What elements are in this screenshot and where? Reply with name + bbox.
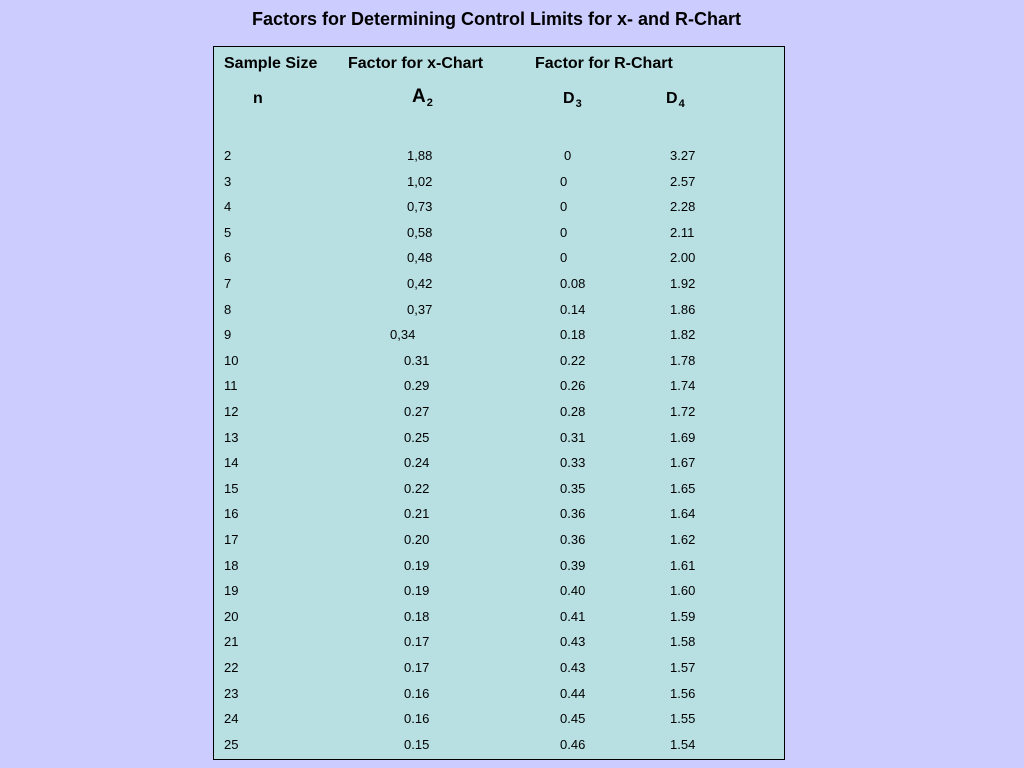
cell-d4: 1.82 — [670, 327, 696, 343]
table-row — [214, 250, 784, 266]
cell-d3: 0 — [560, 199, 568, 215]
header-a2-sub: 2 — [426, 97, 433, 109]
cell-sample-size: 2 — [224, 148, 232, 163]
cell-d3: 0.18 — [560, 327, 586, 343]
cell-d3: 0.35 — [560, 480, 586, 496]
cell-d4: 1.72 — [670, 404, 696, 419]
cell-a2: 0.16 — [404, 711, 430, 727]
cell-d3: 0.08 — [560, 276, 586, 291]
header-factor-r-chart: Factor for R-Chart — [535, 55, 673, 72]
cell-a2: 0.24 — [404, 455, 430, 471]
cell-sample-size: 21 — [224, 634, 239, 650]
cell-sample-size: 25 — [224, 736, 239, 752]
table-row — [214, 532, 784, 548]
header-a2 — [412, 88, 433, 108]
cell-d4: 1.59 — [670, 608, 696, 624]
header-d3-main: D — [563, 90, 575, 107]
cell-d4: 1.64 — [670, 506, 696, 522]
table-row — [214, 225, 784, 241]
table-row — [214, 506, 784, 522]
cell-d4: 1.55 — [670, 711, 696, 727]
header-d4-sub: 4 — [678, 98, 685, 110]
cell-a2: 0.15 — [404, 736, 430, 752]
cell-a2: 0.17 — [404, 660, 430, 675]
cell-sample-size: 11 — [224, 378, 238, 394]
cell-d3: 0 — [560, 224, 568, 240]
cell-d3: 0 — [560, 250, 568, 266]
cell-a2: 0,48 — [407, 250, 433, 266]
cell-d4: 1.65 — [670, 480, 696, 496]
cell-sample-size: 24 — [224, 711, 239, 727]
cell-d3: 0.31 — [560, 429, 586, 445]
cell-d4: 1.61 — [670, 557, 696, 573]
cell-d3: 0.36 — [560, 506, 586, 522]
cell-d4: 2.57 — [670, 173, 696, 189]
header-d4-main: D — [666, 90, 678, 107]
cell-sample-size: 9 — [224, 327, 232, 343]
header-d3 — [563, 90, 582, 109]
cell-d3: 0.33 — [560, 455, 586, 471]
cell-a2: 1,02 — [407, 173, 433, 189]
cell-sample-size: 22 — [224, 660, 239, 675]
cell-d3: 0.36 — [560, 532, 586, 547]
table-row — [214, 660, 784, 676]
cell-sample-size: 7 — [224, 276, 232, 291]
header-d4 — [666, 90, 685, 109]
factors-table — [213, 46, 785, 760]
cell-sample-size: 5 — [224, 224, 232, 240]
cell-d3: 0.41 — [560, 608, 586, 624]
table-row — [214, 558, 784, 574]
cell-sample-size: 6 — [224, 250, 232, 266]
table-row — [214, 174, 784, 190]
cell-d4: 1.92 — [670, 276, 696, 291]
table-row — [214, 481, 784, 497]
cell-a2: 0.25 — [404, 429, 430, 445]
slide-title: Factors for Determining Control Limits for x- and R-Chart — [251, 9, 742, 29]
cell-d3: 0 — [564, 148, 572, 163]
cell-d3: 0.39 — [560, 557, 586, 573]
header-factor-x-chart: Factor for x-Chart — [348, 55, 484, 72]
cell-sample-size: 10 — [224, 352, 239, 368]
cell-d3: 0.43 — [560, 634, 586, 650]
cell-d3: 0 — [560, 173, 568, 189]
cell-d4: 1.78 — [670, 352, 696, 368]
table-row — [214, 276, 784, 292]
table-row — [214, 302, 784, 318]
table-row — [214, 430, 784, 446]
cell-a2: 0.21 — [404, 506, 430, 522]
cell-a2: 0.27 — [404, 404, 430, 419]
cell-sample-size: 8 — [224, 301, 232, 317]
cell-sample-size: 16 — [224, 506, 239, 522]
cell-d3: 0.43 — [560, 660, 586, 675]
cell-sample-size: 3 — [224, 173, 232, 189]
table-row — [214, 378, 784, 394]
cell-a2: 0,73 — [407, 199, 433, 215]
cell-a2: 0.16 — [404, 685, 430, 701]
cell-sample-size: 19 — [224, 583, 239, 599]
table-row — [214, 634, 784, 650]
cell-sample-size: 17 — [224, 532, 239, 547]
cell-d4: 1.69 — [670, 429, 696, 445]
cell-d4: 1.58 — [670, 634, 696, 650]
table-row — [214, 353, 784, 369]
header-d3-sub: 3 — [575, 98, 582, 110]
header-a2-main: A — [412, 86, 426, 107]
cell-a2: 0.19 — [404, 557, 430, 573]
table-row — [214, 583, 784, 599]
cell-d4: 1.60 — [670, 583, 696, 599]
cell-a2: 0.17 — [404, 634, 430, 650]
table-row — [214, 327, 784, 343]
cell-a2: 0.31 — [404, 352, 430, 368]
table-row — [214, 404, 784, 420]
cell-d4: 1.54 — [670, 736, 696, 752]
table-row — [214, 148, 784, 164]
cell-sample-size: 12 — [224, 404, 239, 419]
cell-d4: 1.56 — [670, 685, 696, 701]
cell-d3: 0.28 — [560, 404, 586, 419]
cell-a2: 0,34 — [390, 327, 416, 343]
cell-d4: 1.86 — [670, 301, 696, 317]
cell-d3: 0.14 — [560, 301, 586, 317]
cell-d3: 0.45 — [560, 711, 586, 727]
header-sample-size: Sample Size — [224, 55, 318, 72]
cell-sample-size: 23 — [224, 685, 239, 701]
cell-d4: 2.00 — [670, 250, 696, 266]
cell-d3: 0.26 — [560, 378, 586, 394]
cell-d4: 2.28 — [670, 199, 696, 215]
table-row — [214, 455, 784, 471]
cell-a2: 0,42 — [407, 276, 433, 291]
cell-sample-size: 20 — [224, 608, 239, 624]
table-row — [214, 711, 784, 727]
cell-d3: 0.44 — [560, 685, 586, 701]
cell-a2: 0,58 — [407, 224, 433, 240]
cell-d4: 1.67 — [670, 455, 696, 471]
cell-a2: 0.19 — [404, 583, 430, 599]
cell-a2: 0.20 — [404, 532, 430, 547]
cell-d3: 0.46 — [560, 736, 586, 752]
table-row — [214, 199, 784, 215]
cell-d4: 2.11 — [670, 224, 695, 240]
table-row — [214, 737, 784, 753]
cell-a2: 0.18 — [404, 608, 430, 624]
cell-sample-size: 14 — [224, 455, 239, 471]
cell-sample-size: 18 — [224, 557, 239, 573]
cell-sample-size: 4 — [224, 199, 232, 215]
table-row — [214, 686, 784, 702]
cell-d4: 1.57 — [670, 660, 696, 675]
cell-a2: 0,37 — [407, 301, 433, 317]
cell-a2: 0.29 — [404, 378, 430, 394]
cell-d3: 0.22 — [560, 352, 586, 368]
cell-a2: 0.22 — [404, 480, 430, 496]
cell-d4: 3.27 — [670, 148, 696, 163]
cell-sample-size: 15 — [224, 480, 239, 496]
header-n: n — [253, 90, 263, 107]
cell-a2: 1,88 — [407, 148, 433, 163]
cell-sample-size: 13 — [224, 429, 239, 445]
cell-d3: 0.40 — [560, 583, 586, 599]
cell-d4: 1.62 — [670, 532, 696, 547]
cell-d4: 1.74 — [670, 378, 696, 394]
table-row — [214, 609, 784, 625]
